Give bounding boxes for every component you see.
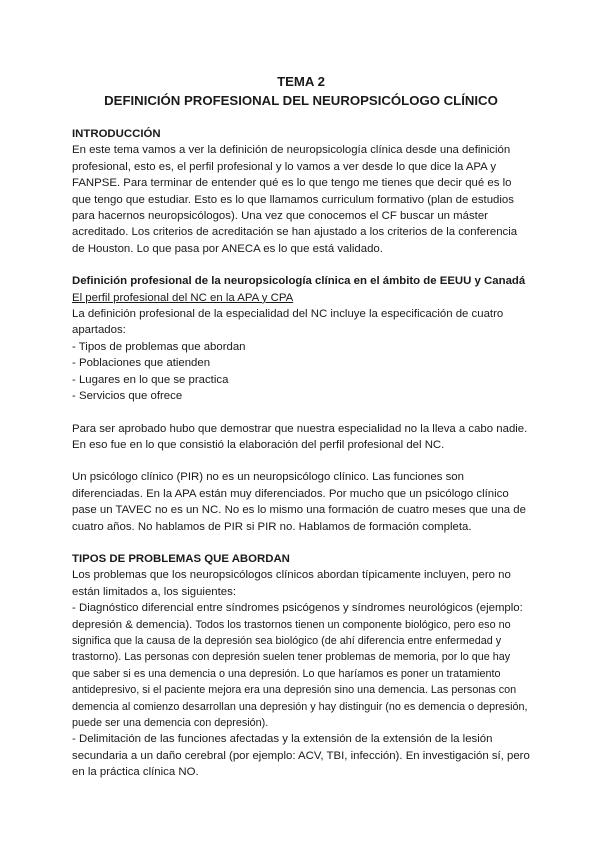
- document-title: TEMA 2: [277, 74, 325, 89]
- intro-heading: INTRODUCCIÓN: [72, 128, 161, 140]
- definition-section: [72, 273, 530, 404]
- problem-2-detail: En investigación sí, pero en la práctica clínica NO.: [72, 749, 530, 779]
- title-block: [72, 72, 530, 110]
- problems-intro: Los problemas que los neuropsicólogos clínicos abordan típicamente incluyen, pero no están limitados a, los siguientes:: [72, 569, 511, 598]
- list-item: - Tipos de problemas que abordan: [72, 339, 530, 355]
- intro-paragraph: En este tema vamos a ver la definición de neuropsicología clínica desde una definición profesional, esto es, el perfil profesional y lo vamos a ver desde lo que dice la APA y FANPSE. Para terminar de entender qué es lo que tengo me tienes que decir qué es lo que tengo que estudiar. Esto es lo que llamamos curriculum formativo (plan de estudios para hacernos neuropsicólogos). Una vez que conocemos el CF buscar un máster acreditado. Los criterios de acreditación se han ajustado a los criterios de la conferencia de Houston. Lo que pasa por ANECA es lo que está validado.: [72, 144, 518, 255]
- document-subtitle: DEFINICIÓN PROFESIONAL DEL NEUROPSICÓLOGO CLÍNICO: [104, 93, 498, 108]
- list-item: - Servicios que ofrece: [72, 388, 530, 404]
- problem-2-lead: Delimitación de las funciones afectadas y la extensión de la extensión de la lesión secundaria a un daño cerebral (por ejemplo: ACV, TBI, infección).: [72, 733, 493, 762]
- pir-paragraph-block: [72, 469, 530, 535]
- approval-paragraph-block: [72, 421, 530, 454]
- approval-paragraph: Para ser aprobado hubo que demostrar que nuestra especialidad no la lleva a cabo nadie. En eso fue en lo que consistió la elaboración del perfil profesional del NC.: [72, 422, 528, 451]
- problems-list: [72, 600, 530, 780]
- definition-list: [72, 339, 530, 405]
- list-item: - Lugares en lo que se practica: [72, 372, 530, 388]
- problems-section: [72, 551, 530, 781]
- list-item: [72, 600, 530, 731]
- problems-heading: TIPOS DE PROBLEMAS QUE ABORDAN: [72, 552, 290, 565]
- pir-paragraph: Un psicólogo clínico (PIR) no es un neuropsicólogo clínico. Las funciones son diferenciadas. En la APA están muy diferenciados. Por mucho que un psicólogo clínico pase un TAVEC no es un NC. No es lo mismo una formación de cuatro meses que una de cuatro años. No hablamos de PIR si PIR no. Hablamos de formación completa.: [72, 471, 526, 533]
- document-page: [72, 72, 530, 781]
- list-item: - Poblaciones que atienden: [72, 355, 530, 371]
- problem-1-lead: Diagnóstico diferencial entre síndromes psicógenos y síndromes neurológicos (ejemplo: depresión & demencia).: [72, 602, 523, 631]
- list-item: [72, 731, 530, 780]
- intro-section: [72, 126, 530, 257]
- problem-1-detail: Todos los trastornos tienen un componente biológico, pero eso no significa que la causa de la depresión sea biológico (de ahí diferencia entre enfermedad y trastorno). Las personas con depresión suelen tener problemas de memoria, por lo que hay que saber si es una demencia o una depresión. Lo que haríamos es poner un tratamiento antidepresivo, si el paciente mejora era una depresión sino una demencia. Las personas con demencia al comienzo desarrollan una depresión y hay distinguir (no es demencia o depresión, puede ser una demencia con depresión).: [72, 618, 528, 729]
- definition-subheading: El perfil profesional del NC en la APA y CPA: [72, 291, 294, 304]
- definition-heading: Definición profesional de la neuropsicología clínica en el ámbito de EEUU y Canadá: [72, 275, 526, 288]
- definition-intro: La definición profesional de la especialidad del NC incluye la especificación de cuatro apartados:: [72, 308, 504, 337]
